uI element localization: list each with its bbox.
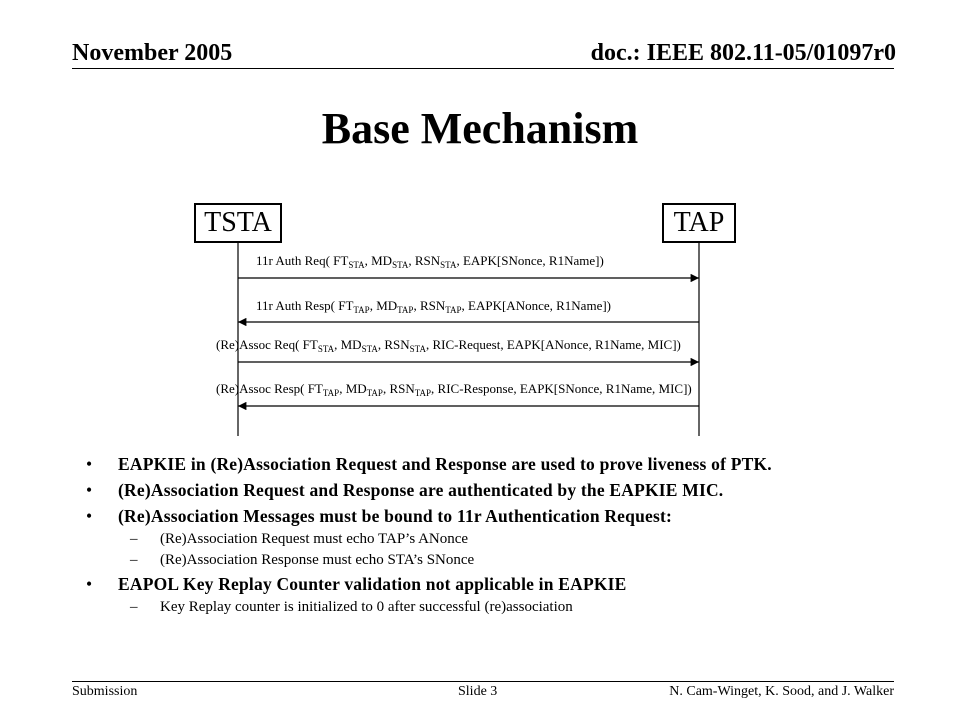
footer-authors: N. Cam-Winget, K. Sood, and J. Walker — [669, 684, 894, 699]
message-text: , EAPK[ANonce, R1Name]) — [461, 298, 611, 313]
bullet-text: EAPKIE in (Re)Association Request and Response are used to prove liveness of PTK. — [118, 454, 772, 474]
header-date: November 2005 — [72, 40, 233, 66]
message-text: , MD — [339, 381, 367, 396]
sub-bullet-text: (Re)Association Response must echo STA’s SNonce — [160, 552, 475, 568]
message-subscript: TAP — [322, 388, 340, 398]
message-subscript: STA — [361, 344, 378, 354]
message-text: 11r Auth Req( FT — [256, 253, 349, 268]
sub-bullet-dash-icon: – — [130, 531, 138, 547]
message-text: , RIC-Response, EAPK[SNonce, R1Name, MIC]) — [431, 381, 692, 396]
message-text: , RIC-Request, EAPK[ANonce, R1Name, MIC]) — [425, 337, 681, 352]
message-text: , RSN — [408, 253, 441, 268]
message-subscript: STA — [440, 260, 457, 270]
tap-entity-box: TAP — [662, 203, 736, 243]
sub-bullet-item — [80, 551, 860, 570]
footer-submission: Submission — [72, 684, 138, 699]
sub-bullet-item — [80, 530, 860, 549]
message-text: , EAPK[SNonce, R1Name]) — [456, 253, 604, 268]
bullet-item — [80, 480, 860, 500]
message-subscript: STA — [348, 260, 365, 270]
bullet-dot-icon: • — [86, 454, 93, 474]
tsta-entity-box: TSTA — [194, 203, 282, 243]
message-text: , RSN — [413, 298, 446, 313]
bullet-list — [80, 454, 860, 621]
message-label — [256, 253, 604, 269]
message-text: (Re)Assoc Resp( FT — [216, 381, 323, 396]
bullet-item — [80, 574, 860, 594]
message-text: , RSN — [382, 381, 415, 396]
message-subscript: TAP — [366, 388, 383, 398]
header-doc-id: doc.: IEEE 802.11-05/01097r0 — [590, 40, 896, 66]
message-subscript: TAP — [414, 388, 432, 398]
message-label — [216, 381, 692, 397]
message-subscript: TAP — [397, 305, 414, 315]
footer-rule — [72, 681, 894, 682]
message-text: (Re)Assoc Req( FT — [216, 337, 318, 352]
sub-bullet-dash-icon: – — [130, 552, 138, 568]
bullet-text: (Re)Association Messages must be bound to 11r Authentication Request: — [118, 506, 673, 526]
footer-slide-number: Slide 3 — [458, 684, 498, 699]
bullet-item — [80, 454, 860, 474]
bullet-dot-icon: • — [86, 506, 93, 526]
bullet-text: (Re)Association Request and Response are authenticated by the EAPKIE MIC. — [118, 480, 724, 500]
message-label — [256, 298, 611, 314]
bullet-text: EAPOL Key Replay Counter validation not applicable in EAPKIE — [118, 574, 627, 594]
sub-bullet-text: (Re)Association Request must echo TAP’s ANonce — [160, 531, 469, 547]
message-text: , RSN — [377, 337, 410, 352]
slide-title: Base Mechanism — [321, 104, 639, 153]
message-subscript: TAP — [353, 305, 370, 315]
message-text: , MD — [369, 298, 398, 313]
message-subscript: STA — [409, 344, 426, 354]
bullet-dot-icon: • — [86, 480, 93, 500]
sub-bullet-dash-icon: – — [130, 599, 138, 615]
message-subscript: TAP — [445, 305, 462, 315]
message-text: , MD — [334, 337, 362, 352]
message-label — [216, 337, 681, 353]
bullet-dot-icon: • — [86, 574, 93, 594]
sub-bullet-text: Key Replay counter is initialized to 0 after successful (re)association — [160, 599, 573, 615]
sub-bullet-item — [80, 598, 860, 617]
bullet-item — [80, 506, 860, 526]
message-subscript: STA — [317, 344, 335, 354]
message-text: 11r Auth Resp( FT — [256, 298, 354, 313]
message-text: , MD — [364, 253, 393, 268]
message-subscript: STA — [392, 260, 409, 270]
